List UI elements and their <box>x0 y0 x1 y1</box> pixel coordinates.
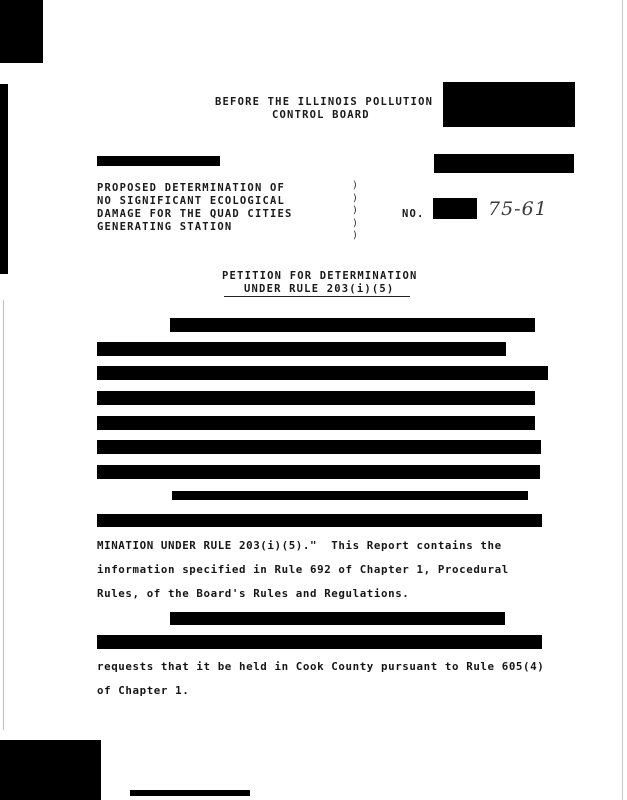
caption-line2: NO SIGNIFICANT ECOLOGICAL <box>97 195 286 207</box>
body-line3: Rules, of the Board's Rules and Regulations. <box>97 587 410 600</box>
scan-edge-right <box>622 0 623 800</box>
body-line1: MINATION UNDER RULE 203(i)(5)." This Report contains the <box>97 539 502 552</box>
redaction-line-11 <box>97 635 542 649</box>
petition-title-underline <box>224 296 410 297</box>
scan-edge-left-noise <box>3 300 4 730</box>
body-line4: requests that it be held in Cook County pursuant to Rule 605(4) <box>97 660 545 673</box>
scan-edge-left <box>0 84 8 274</box>
caption-line1: PROPOSED DETERMINATION OF <box>97 182 286 194</box>
redaction-line-7 <box>97 465 540 479</box>
redaction-line-1 <box>170 318 535 332</box>
petition-title-line2: UNDER RULE 203(i)(5) <box>244 283 395 295</box>
redaction-caption-right <box>434 154 574 173</box>
redaction-line-6 <box>97 440 541 454</box>
board-header-line1: BEFORE THE ILLINOIS POLLUTION <box>215 96 434 108</box>
caption-parentheses: ) ) ) ) ) <box>352 180 359 241</box>
redaction-line-10 <box>170 612 505 625</box>
redaction-case-number <box>433 198 477 219</box>
case-number-label: NO. <box>402 208 425 220</box>
body-line5: of Chapter 1. <box>97 684 190 697</box>
board-header-line2: CONTROL BOARD <box>272 109 370 121</box>
body-line2: information specified in Rule 692 of Chapter 1, Procedural <box>97 563 509 576</box>
petition-title-line1: PETITION FOR DETERMINATION <box>222 270 418 282</box>
caption-line3: DAMAGE FOR THE QUAD CITIES <box>97 208 293 220</box>
redaction-line-3 <box>97 366 548 380</box>
case-number-handwritten: 75-61 <box>488 198 548 220</box>
redaction-line-2 <box>97 342 506 356</box>
scan-corner-top-left <box>0 0 43 63</box>
redaction-line-8 <box>172 491 528 500</box>
caption-line4: GENERATING STATION <box>97 221 233 233</box>
scan-edge-bottom <box>130 790 250 796</box>
scan-corner-bottom-left <box>0 740 101 800</box>
redaction-line-4 <box>97 391 535 405</box>
redaction-caption-left <box>97 156 220 166</box>
redaction-header-right <box>443 82 575 127</box>
redaction-line-5 <box>97 416 535 430</box>
redaction-line-9 <box>97 514 542 527</box>
